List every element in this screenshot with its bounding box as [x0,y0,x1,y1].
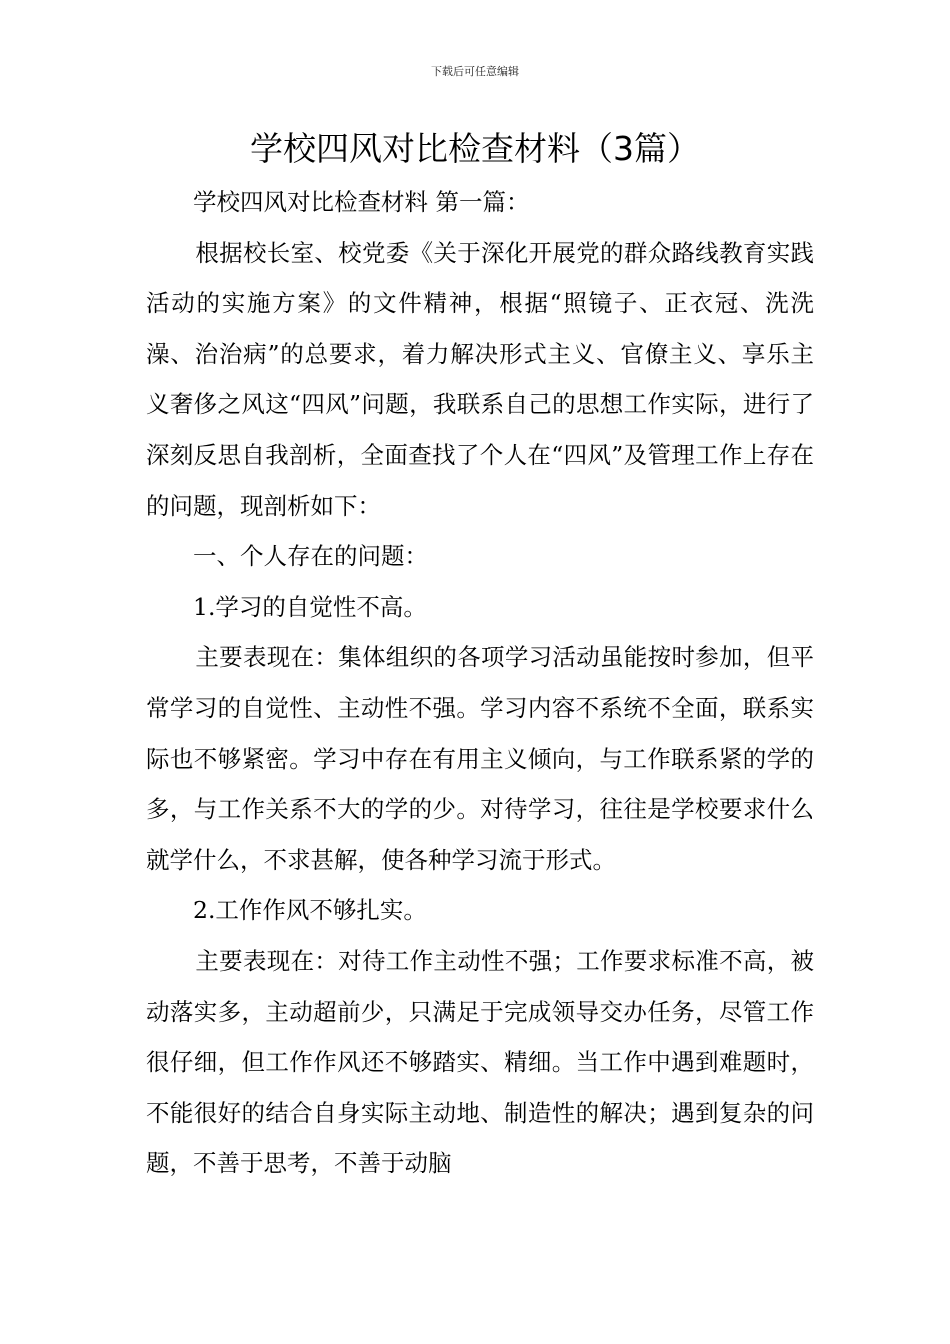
intro-paragraph: 根据校长室、校党委《关于深化开展党的群众路线教育实践活动的实施方案》的文件精神，根据“照镜子、正衣冠、洗洗澡、治治病”的总要求，着力解决形式主义、官僚主义、享乐主义奢侈之风这“四风”问题，我联系自己的思想工作实际，进行了深刻反思自我剖析，全面查找了个人在“四风”及管理工作上存在的问题，现剖析如下： [146,238,814,520]
section-heading: 一、个人存在的问题： [193,542,428,571]
document-body [146,177,814,1189]
document-subtitle: 学校四风对比检查材料 第一篇： [193,188,530,216]
item-paragraph: 主要表现在：对待工作主动性不强；工作要求标准不高，被动落实多，主动超前少，只满足于完成领导交办任务，尽管工作很仔细，但工作作风还不够踏实、精细。当工作中遇到难题时，不能很好的结合自身实际主动地、制造性的解决；遇到复杂的问题，不善于思考，不善于动脑 [146,946,814,1178]
document-title: 学校四风对比检查材料（3篇） [250,129,700,168]
item-paragraph: 主要表现在：集体组织的各项学习活动虽能按时参加，但平常学习的自觉性、主动性不强。学习内容不系统不全面，联系实际也不够紧密。学习中存在有用主义倾向，与工作联系紧的学的多，与工作关系不大的学的少。对待学习，往往是学校要求什么就学什么，不求甚解，使各种学习流于形式。 [146,643,814,874]
page-header-note: 下载后可任意编辑 [431,65,519,78]
item-heading: 2.工作作风不够扎实。 [193,896,427,925]
item-heading: 1.学习的自觉性不高。 [193,592,427,621]
